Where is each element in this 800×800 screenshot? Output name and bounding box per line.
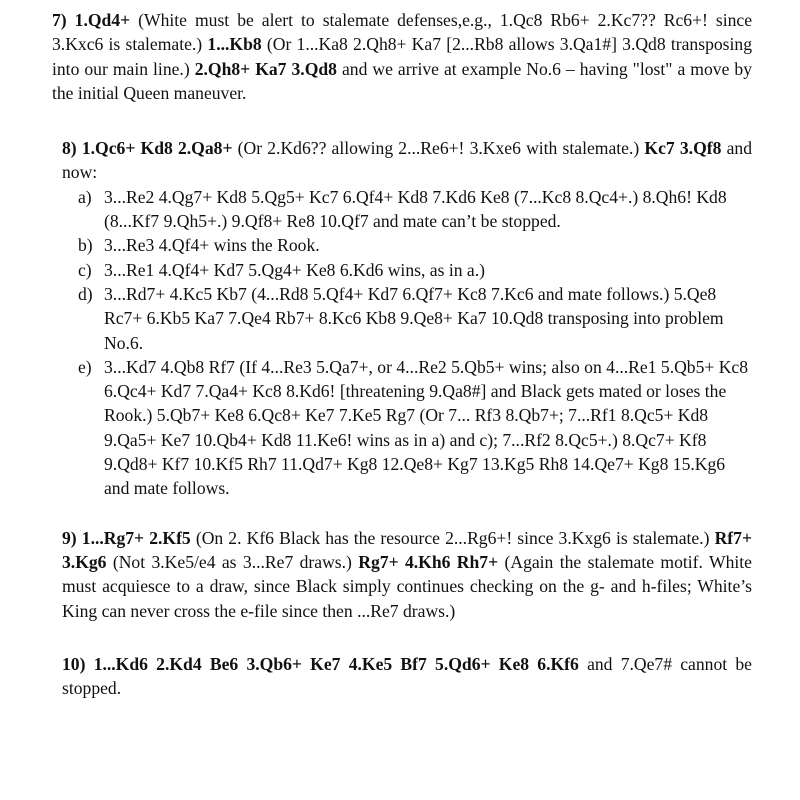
move-bold: 1.Qd4+ — [74, 10, 131, 30]
variation-a — [52, 185, 752, 234]
variation-text: 3...Kd7 4.Qb8 Rf7 (If 4...Re3 5.Qa7+, or 4...Re2 5.Qb5+ wins; also on 4...Re1 5.Qb5+ Kc8 6.Qc4+ Kd7 7.Qa4+ Kc8 8.Kd6! [threatening 9.Qa8#] and Black gets mated or loses the Rook.) 5.Qb7+ Ke8 6.Qc8+ Ke7 7.Ke5 Rg7 (Or 7... Rf3 8.Qb7+; 7...Rf1 8.Qc5+ Kd8 9.Qa5+ Ke7 10.Qb4+ Kd8 11.Ke6! wins as in a) and c); 7...Rf2 8.Qc5+.) 8.Qc7+ Kf8 9.Qd8+ Kf7 10.Kf5 Rh7 11.Qd7+ Kg8 12.Qe8+ Kg7 13.Kg5 Rh8 14.Qe7+ Kg8 15.Kg6 and mate follows. — [104, 356, 749, 499]
variation-c — [52, 258, 752, 282]
variation-e — [52, 355, 752, 501]
solution-7-text — [52, 10, 752, 103]
move-bold: Rg7+ 4.Kh6 Rh7+ — [358, 551, 499, 572]
commentary: (On 2. Kf6 Black has the resource 2...Rg6+! since 3.Kxg6 is stalemate.) — [190, 527, 715, 548]
variation-label: c) — [78, 259, 92, 280]
variation-text: 3...Re1 4.Qf4+ Kd7 5.Qg4+ Ke8 6.Kd6 wins, as in a.) — [104, 259, 485, 280]
solution-8 — [52, 136, 752, 500]
variation-label: d) — [78, 283, 93, 304]
variation-label: b) — [78, 235, 93, 256]
commentary: and now: — [62, 138, 753, 183]
move-bold: 1...Kb8 — [207, 34, 262, 55]
commentary: (Again the stalemate motif. White must acquiesce to a draw, since Black simply continues checking on the g- and h-files; White’s King can never cross the e-file since then ...Re7 draws.) — [62, 551, 752, 621]
move-bold: 2.Qh8+ Ka7 3.Qd8 — [194, 58, 337, 79]
solution-9-number: 9) — [62, 527, 77, 548]
variation-b — [52, 233, 752, 257]
solution-9 — [52, 526, 752, 623]
commentary: (Not 3.Ke5/e4 as 3...Re7 draws.) — [106, 551, 359, 572]
variation-text: 3...Re2 4.Qg7+ Kd8 5.Qg5+ Kc7 6.Qf4+ Kd8 7.Kd6 Ke8 (7...Kc8 8.Qc4+.) 8.Qh6! Kd8 (8...Kf7 9.Qh5+.) 9.Qf8+ Re8 10.Qf7 and mate can’t be stopped. — [104, 186, 727, 232]
commentary: (Or 2.Kd6?? allowing 2...Re6+! 3.Kxe6 with stalemate.) — [232, 138, 645, 159]
move-bold: Rf7+ 3.Kg6 — [62, 527, 752, 572]
solution-8-number: 8) — [62, 138, 77, 159]
commentary: (White must be alert to stalemate defenses,e.g., 1.Qc8 Rb6+ 2.Kc7?? Rc6+! since 3.Kxc6 is stalemate.) — [52, 10, 752, 55]
variation-label: a) — [78, 186, 92, 207]
solution-7 — [52, 8, 752, 105]
variation-text: 3...Re3 4.Qf4+ wins the Rook. — [104, 235, 320, 256]
commentary: and we arrive at example No.6 – having "lost" a move by the initial Queen maneuver. — [52, 58, 752, 103]
commentary: (Or 1...Ka8 2.Qh8+ Ka7 [2...Rb8 allows 3.Qa1#] 3.Qd8 transposing into our main line.) — [52, 34, 752, 79]
variation-d — [52, 282, 752, 355]
move-bold: 1.Qc6+ Kd8 2.Qa8+ — [81, 138, 233, 159]
move-bold: Kc7 3.Qf8 — [644, 138, 722, 159]
solution-10-number: 10) — [62, 653, 86, 674]
solution-8-intro — [52, 136, 752, 185]
variation-label: e) — [78, 356, 92, 377]
variation-text: 3...Rd7+ 4.Kc5 Kb7 (4...Rd8 5.Qf4+ Kd7 6.Qf7+ Kc8 7.Kc6 and mate follows.) 5.Qe8 Rc7+ 6.Kb5 Ka7 7.Qe4 Rb7+ 8.Kc6 Kb8 9.Qe8+ Ka7 10.Qd8 transposing into problem No.6. — [104, 283, 724, 353]
move-bold: 1...Kd6 2.Kd4 Be6 3.Qb6+ Ke7 4.Ke5 Bf7 5.Qd6+ Ke8 6.Kf6 — [93, 653, 579, 674]
solution-10 — [52, 652, 752, 701]
solution-7-number: 7) — [52, 10, 67, 30]
document-page — [52, 8, 752, 700]
move-bold: 1...Rg7+ 2.Kf5 — [81, 527, 191, 548]
commentary: and 7.Qe7# cannot be stopped. — [62, 653, 752, 699]
